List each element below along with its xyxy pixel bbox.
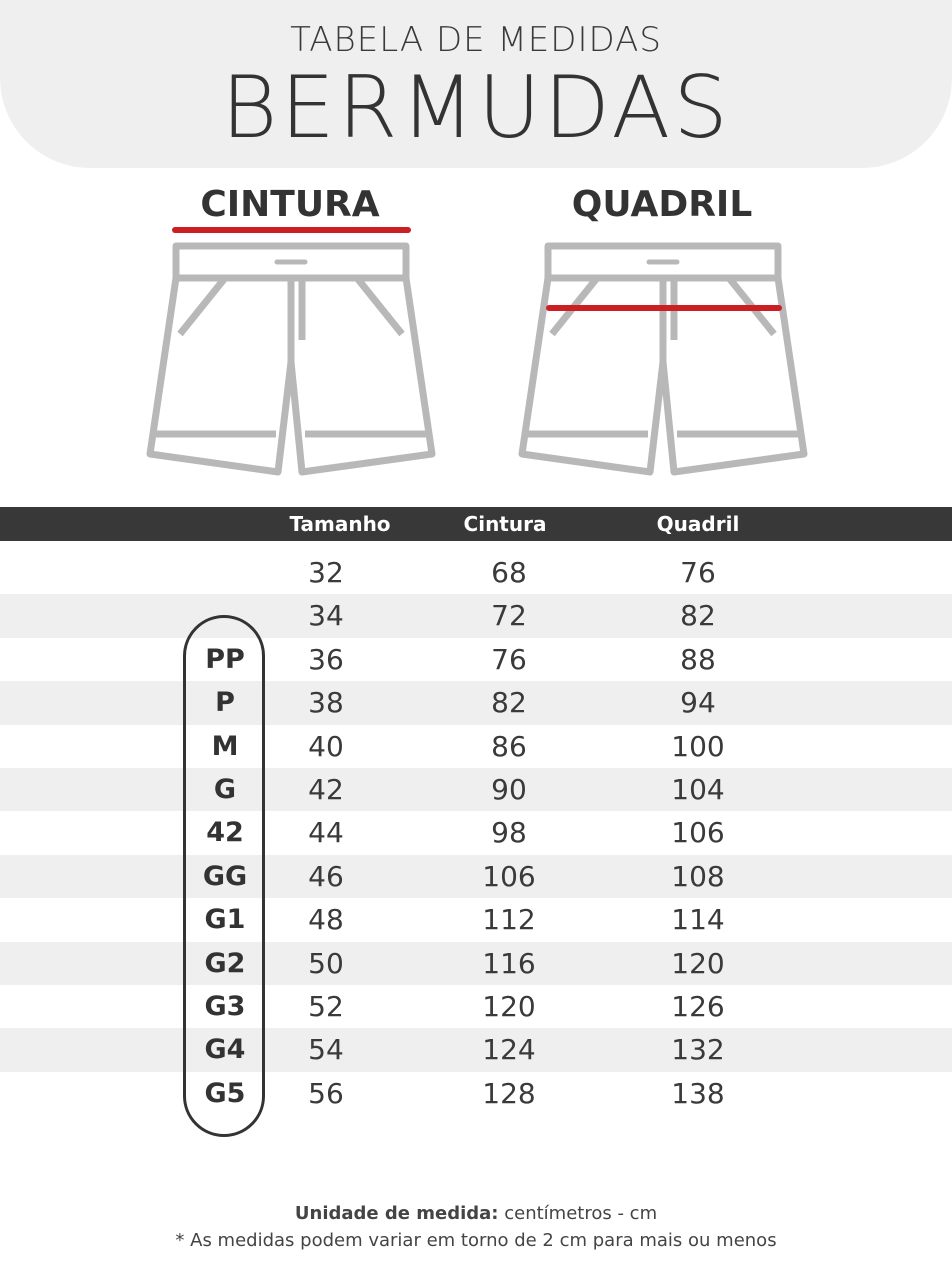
unit-value: centímetros - cm	[504, 1203, 658, 1224]
column-header-hip: Quadril	[656, 512, 740, 536]
size-cell: 42	[308, 773, 344, 806]
table-row	[0, 768, 952, 811]
shorts-outline	[522, 246, 804, 472]
table-row	[0, 1072, 952, 1115]
hip-cell: 76	[680, 556, 716, 589]
waist-cell: 86	[491, 729, 527, 763]
hip-cell: 108	[671, 859, 725, 893]
letter-size: G4	[204, 1034, 246, 1066]
hip-cell: 82	[680, 599, 716, 633]
waist-cell: 116	[482, 946, 536, 980]
hip-cell: 88	[680, 642, 716, 676]
letter-size: GG	[202, 860, 248, 892]
waist-cell: 112	[482, 903, 536, 937]
unit-label: Unidade de medida:	[294, 1203, 499, 1224]
size-cell: 36	[308, 642, 344, 676]
table-row	[0, 638, 952, 681]
shorts-hip-diagram	[512, 222, 812, 484]
waist-cell: 128	[482, 1076, 536, 1110]
letter-size: G	[213, 774, 237, 805]
unit-note	[0, 1203, 952, 1224]
shorts-waist-diagram	[140, 222, 440, 484]
table-header	[0, 507, 952, 541]
size-cell: 40	[308, 729, 344, 763]
waist-cell: 124	[482, 1033, 536, 1067]
letter-size: G5	[204, 1077, 246, 1109]
hip-cell: 120	[671, 946, 725, 980]
page-subtitle: TABELA DE MEDIDAS	[290, 20, 662, 60]
waist-cell: 76	[491, 642, 527, 676]
hip-cell: 100	[671, 729, 725, 763]
table-row	[0, 551, 952, 594]
waist-cell: 120	[482, 990, 536, 1023]
hip-cell: 132	[671, 1033, 725, 1067]
waist-cell: 106	[482, 859, 536, 893]
letter-size: M	[211, 730, 239, 762]
size-cell: 52	[308, 990, 344, 1023]
waist-cell: 68	[491, 556, 527, 589]
size-cell: 34	[308, 599, 344, 633]
size-cell: 56	[308, 1076, 344, 1110]
hip-cell: 114	[671, 903, 725, 937]
size-cell: 38	[308, 686, 344, 720]
size-cell: 54	[308, 1033, 344, 1067]
column-header-size: Tamanho	[289, 512, 391, 536]
hip-cell: 138	[671, 1076, 725, 1110]
waist-label: CINTURA	[200, 184, 380, 225]
hip-cell: 106	[671, 816, 725, 850]
table-row	[0, 681, 952, 724]
table-row	[0, 985, 952, 1028]
letter-size: G1	[204, 904, 246, 936]
table-row	[0, 898, 952, 941]
waist-cell: 82	[491, 686, 527, 720]
letter-size: G3	[204, 991, 246, 1022]
table-row	[0, 811, 952, 854]
size-cell: 44	[308, 816, 344, 850]
size-cell: 50	[308, 946, 344, 980]
letter-size: PP	[205, 643, 245, 675]
waist-cell: 90	[491, 773, 527, 806]
hip-cell: 104	[671, 773, 725, 806]
hip-cell: 94	[680, 686, 716, 720]
variation-note: * As medidas podem variar em torno de 2 cm para mais ou menos	[175, 1230, 777, 1251]
size-cell: 32	[308, 556, 344, 589]
shorts-outline	[150, 246, 432, 472]
table-row	[0, 725, 952, 768]
letter-size: P	[215, 687, 235, 719]
letter-size: G2	[204, 947, 246, 979]
table-row	[0, 1028, 952, 1071]
column-header-waist: Cintura	[463, 512, 547, 536]
page-title: BERMUDAS	[221, 58, 731, 158]
table-row	[0, 855, 952, 898]
table-row	[0, 594, 952, 637]
waist-cell: 98	[491, 816, 527, 850]
table-row	[0, 942, 952, 985]
letter-size-bracket	[183, 615, 265, 1137]
size-cell: 48	[308, 903, 344, 937]
hip-cell: 126	[671, 990, 725, 1023]
waist-cell: 72	[491, 599, 527, 633]
letter-size: 42	[206, 817, 244, 849]
size-cell: 46	[308, 859, 344, 893]
hip-label: QUADRIL	[571, 184, 753, 225]
